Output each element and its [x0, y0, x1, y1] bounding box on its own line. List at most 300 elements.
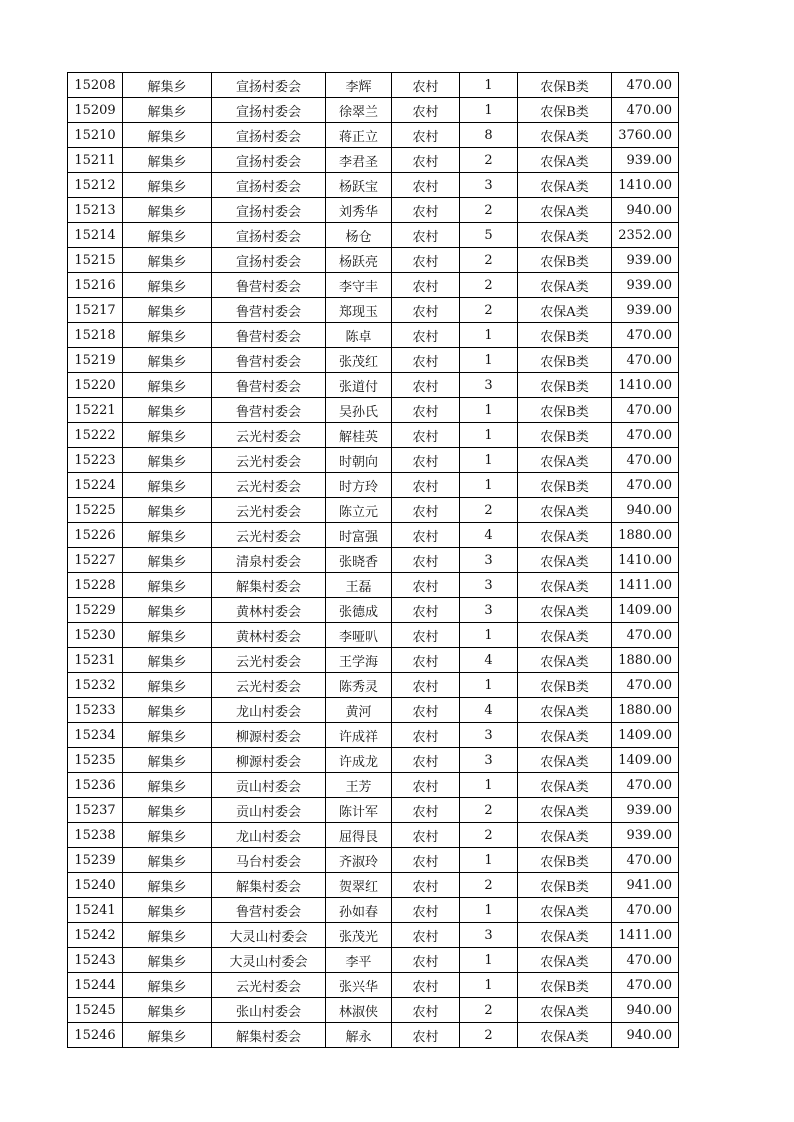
committee-cell: 云光村委会	[212, 498, 326, 523]
count-cell: 1	[460, 848, 518, 873]
name-cell: 许成祥	[326, 723, 392, 748]
area-cell: 农村	[392, 498, 460, 523]
amount-cell: 940.00	[612, 498, 679, 523]
count-cell: 2	[460, 198, 518, 223]
id-cell: 15239	[68, 848, 123, 873]
category-cell: 农保A类	[518, 823, 612, 848]
category-cell: 农保A类	[518, 1023, 612, 1048]
table-row	[68, 98, 679, 123]
count-cell: 1	[460, 323, 518, 348]
id-cell: 15227	[68, 548, 123, 573]
township-cell: 解集乡	[123, 848, 212, 873]
category-cell: 农保A类	[518, 623, 612, 648]
category-cell: 农保A类	[518, 198, 612, 223]
table-row	[68, 548, 679, 573]
amount-cell: 1409.00	[612, 748, 679, 773]
table-row	[68, 923, 679, 948]
category-cell: 农保A类	[518, 798, 612, 823]
count-cell: 2	[460, 873, 518, 898]
committee-cell: 柳源村委会	[212, 723, 326, 748]
area-cell: 农村	[392, 273, 460, 298]
count-cell: 2	[460, 248, 518, 273]
category-cell: 农保B类	[518, 73, 612, 98]
table-row	[68, 723, 679, 748]
name-cell: 杨跃亮	[326, 248, 392, 273]
name-cell: 李哑叭	[326, 623, 392, 648]
id-cell: 15225	[68, 498, 123, 523]
amount-cell: 470.00	[612, 73, 679, 98]
amount-cell: 470.00	[612, 448, 679, 473]
area-cell: 农村	[392, 473, 460, 498]
amount-cell: 1411.00	[612, 573, 679, 598]
category-cell: 农保B类	[518, 423, 612, 448]
table-row	[68, 123, 679, 148]
committee-cell: 宣扬村委会	[212, 198, 326, 223]
category-cell: 农保A类	[518, 573, 612, 598]
table-row	[68, 298, 679, 323]
name-cell: 时朝向	[326, 448, 392, 473]
id-cell: 15235	[68, 748, 123, 773]
category-cell: 农保A类	[518, 748, 612, 773]
table-row	[68, 898, 679, 923]
count-cell: 3	[460, 598, 518, 623]
table-row	[68, 973, 679, 998]
amount-cell: 1409.00	[612, 598, 679, 623]
id-cell: 15237	[68, 798, 123, 823]
township-cell: 解集乡	[123, 473, 212, 498]
category-cell: 农保B类	[518, 673, 612, 698]
records-table	[67, 72, 679, 1048]
township-cell: 解集乡	[123, 998, 212, 1023]
amount-cell: 1409.00	[612, 723, 679, 748]
township-cell: 解集乡	[123, 898, 212, 923]
area-cell: 农村	[392, 798, 460, 823]
area-cell: 农村	[392, 123, 460, 148]
name-cell: 张晓香	[326, 548, 392, 573]
amount-cell: 939.00	[612, 248, 679, 273]
amount-cell: 939.00	[612, 273, 679, 298]
table-row	[68, 998, 679, 1023]
category-cell: 农保B类	[518, 973, 612, 998]
committee-cell: 宣扬村委会	[212, 73, 326, 98]
table-row	[68, 523, 679, 548]
category-cell: 农保B类	[518, 473, 612, 498]
amount-cell: 470.00	[612, 348, 679, 373]
township-cell: 解集乡	[123, 448, 212, 473]
amount-cell: 1880.00	[612, 523, 679, 548]
amount-cell: 940.00	[612, 998, 679, 1023]
category-cell: 农保A类	[518, 523, 612, 548]
area-cell: 农村	[392, 348, 460, 373]
amount-cell: 3760.00	[612, 123, 679, 148]
committee-cell: 贡山村委会	[212, 773, 326, 798]
count-cell: 1	[460, 773, 518, 798]
committee-cell: 云光村委会	[212, 648, 326, 673]
count-cell: 1	[460, 423, 518, 448]
committee-cell: 黄林村委会	[212, 598, 326, 623]
id-cell: 15219	[68, 348, 123, 373]
area-cell: 农村	[392, 373, 460, 398]
area-cell: 农村	[392, 98, 460, 123]
area-cell: 农村	[392, 598, 460, 623]
amount-cell: 470.00	[612, 673, 679, 698]
area-cell: 农村	[392, 423, 460, 448]
committee-cell: 鲁营村委会	[212, 348, 326, 373]
name-cell: 李平	[326, 948, 392, 973]
amount-cell: 1880.00	[612, 698, 679, 723]
committee-cell: 清泉村委会	[212, 548, 326, 573]
township-cell: 解集乡	[123, 798, 212, 823]
id-cell: 15215	[68, 248, 123, 273]
committee-cell: 云光村委会	[212, 973, 326, 998]
table-row	[68, 823, 679, 848]
name-cell: 张德成	[326, 598, 392, 623]
township-cell: 解集乡	[123, 223, 212, 248]
name-cell: 张兴华	[326, 973, 392, 998]
committee-cell: 宣扬村委会	[212, 248, 326, 273]
area-cell: 农村	[392, 1023, 460, 1048]
amount-cell: 940.00	[612, 1023, 679, 1048]
name-cell: 陈秀灵	[326, 673, 392, 698]
amount-cell: 470.00	[612, 973, 679, 998]
table-row	[68, 398, 679, 423]
committee-cell: 宣扬村委会	[212, 123, 326, 148]
id-cell: 15229	[68, 598, 123, 623]
name-cell: 徐翠兰	[326, 98, 392, 123]
category-cell: 农保A类	[518, 648, 612, 673]
township-cell: 解集乡	[123, 698, 212, 723]
id-cell: 15214	[68, 223, 123, 248]
id-cell: 15210	[68, 123, 123, 148]
table-row	[68, 273, 679, 298]
committee-cell: 解集村委会	[212, 1023, 326, 1048]
count-cell: 3	[460, 748, 518, 773]
committee-cell: 贡山村委会	[212, 798, 326, 823]
count-cell: 1	[460, 398, 518, 423]
area-cell: 农村	[392, 773, 460, 798]
amount-cell: 470.00	[612, 773, 679, 798]
id-cell: 15223	[68, 448, 123, 473]
township-cell: 解集乡	[123, 948, 212, 973]
area-cell: 农村	[392, 873, 460, 898]
id-cell: 15244	[68, 973, 123, 998]
name-cell: 李守丰	[326, 273, 392, 298]
name-cell: 刘秀华	[326, 198, 392, 223]
table-row	[68, 423, 679, 448]
committee-cell: 宣扬村委会	[212, 223, 326, 248]
amount-cell: 1410.00	[612, 373, 679, 398]
area-cell: 农村	[392, 823, 460, 848]
township-cell: 解集乡	[123, 148, 212, 173]
committee-cell: 大灵山村委会	[212, 948, 326, 973]
category-cell: 农保A类	[518, 723, 612, 748]
id-cell: 15238	[68, 823, 123, 848]
id-cell: 15222	[68, 423, 123, 448]
township-cell: 解集乡	[123, 173, 212, 198]
township-cell: 解集乡	[123, 123, 212, 148]
committee-cell: 云光村委会	[212, 473, 326, 498]
category-cell: 农保A类	[518, 148, 612, 173]
amount-cell: 939.00	[612, 298, 679, 323]
township-cell: 解集乡	[123, 673, 212, 698]
amount-cell: 470.00	[612, 848, 679, 873]
name-cell: 解桂英	[326, 423, 392, 448]
township-cell: 解集乡	[123, 373, 212, 398]
count-cell: 2	[460, 998, 518, 1023]
amount-cell: 2352.00	[612, 223, 679, 248]
amount-cell: 939.00	[612, 148, 679, 173]
category-cell: 农保B类	[518, 348, 612, 373]
name-cell: 王芳	[326, 773, 392, 798]
count-cell: 2	[460, 498, 518, 523]
id-cell: 15228	[68, 573, 123, 598]
id-cell: 15241	[68, 898, 123, 923]
amount-cell: 470.00	[612, 623, 679, 648]
count-cell: 2	[460, 298, 518, 323]
area-cell: 农村	[392, 723, 460, 748]
committee-cell: 云光村委会	[212, 673, 326, 698]
committee-cell: 鲁营村委会	[212, 298, 326, 323]
count-cell: 3	[460, 373, 518, 398]
table-row	[68, 748, 679, 773]
category-cell: 农保A类	[518, 123, 612, 148]
committee-cell: 解集村委会	[212, 873, 326, 898]
id-cell: 15220	[68, 373, 123, 398]
committee-cell: 鲁营村委会	[212, 898, 326, 923]
committee-cell: 鲁营村委会	[212, 273, 326, 298]
count-cell: 2	[460, 823, 518, 848]
area-cell: 农村	[392, 173, 460, 198]
amount-cell: 470.00	[612, 948, 679, 973]
category-cell: 农保A类	[518, 698, 612, 723]
category-cell: 农保A类	[518, 173, 612, 198]
committee-cell: 宣扬村委会	[212, 148, 326, 173]
name-cell: 黄河	[326, 698, 392, 723]
table-row	[68, 223, 679, 248]
township-cell: 解集乡	[123, 98, 212, 123]
category-cell: 农保B类	[518, 873, 612, 898]
township-cell: 解集乡	[123, 548, 212, 573]
category-cell: 农保A类	[518, 448, 612, 473]
amount-cell: 939.00	[612, 798, 679, 823]
name-cell: 吴孙氏	[326, 398, 392, 423]
name-cell: 郑现玉	[326, 298, 392, 323]
township-cell: 解集乡	[123, 348, 212, 373]
table-row	[68, 373, 679, 398]
category-cell: 农保A类	[518, 948, 612, 973]
count-cell: 1	[460, 673, 518, 698]
records-body	[68, 73, 679, 1048]
count-cell: 8	[460, 123, 518, 148]
township-cell: 解集乡	[123, 498, 212, 523]
area-cell: 农村	[392, 648, 460, 673]
township-cell: 解集乡	[123, 248, 212, 273]
id-cell: 15208	[68, 73, 123, 98]
township-cell: 解集乡	[123, 773, 212, 798]
id-cell: 15245	[68, 998, 123, 1023]
name-cell: 孙如春	[326, 898, 392, 923]
area-cell: 农村	[392, 548, 460, 573]
count-cell: 3	[460, 573, 518, 598]
area-cell: 农村	[392, 398, 460, 423]
count-cell: 5	[460, 223, 518, 248]
amount-cell: 1410.00	[612, 548, 679, 573]
count-cell: 3	[460, 923, 518, 948]
name-cell: 王学海	[326, 648, 392, 673]
count-cell: 1	[460, 623, 518, 648]
count-cell: 2	[460, 148, 518, 173]
count-cell: 3	[460, 723, 518, 748]
committee-cell: 大灵山村委会	[212, 923, 326, 948]
name-cell: 时富强	[326, 523, 392, 548]
category-cell: 农保B类	[518, 248, 612, 273]
township-cell: 解集乡	[123, 423, 212, 448]
area-cell: 农村	[392, 448, 460, 473]
table-row	[68, 348, 679, 373]
category-cell: 农保A类	[518, 498, 612, 523]
committee-cell: 云光村委会	[212, 423, 326, 448]
amount-cell: 470.00	[612, 398, 679, 423]
id-cell: 15242	[68, 923, 123, 948]
id-cell: 15233	[68, 698, 123, 723]
count-cell: 2	[460, 273, 518, 298]
id-cell: 15212	[68, 173, 123, 198]
township-cell: 解集乡	[123, 323, 212, 348]
committee-cell: 龙山村委会	[212, 823, 326, 848]
amount-cell: 470.00	[612, 898, 679, 923]
category-cell: 农保A类	[518, 298, 612, 323]
township-cell: 解集乡	[123, 573, 212, 598]
name-cell: 蒋正立	[326, 123, 392, 148]
id-cell: 15216	[68, 273, 123, 298]
committee-cell: 宣扬村委会	[212, 98, 326, 123]
id-cell: 15240	[68, 873, 123, 898]
area-cell: 农村	[392, 73, 460, 98]
committee-cell: 云光村委会	[212, 523, 326, 548]
committee-cell: 马台村委会	[212, 848, 326, 873]
category-cell: 农保B类	[518, 398, 612, 423]
count-cell: 1	[460, 73, 518, 98]
id-cell: 15217	[68, 298, 123, 323]
count-cell: 1	[460, 448, 518, 473]
name-cell: 齐淑玲	[326, 848, 392, 873]
category-cell: 农保B类	[518, 373, 612, 398]
table-row	[68, 198, 679, 223]
name-cell: 杨仓	[326, 223, 392, 248]
area-cell: 农村	[392, 698, 460, 723]
count-cell: 1	[460, 98, 518, 123]
committee-cell: 宣扬村委会	[212, 173, 326, 198]
table-row	[68, 473, 679, 498]
area-cell: 农村	[392, 323, 460, 348]
amount-cell: 940.00	[612, 198, 679, 223]
id-cell: 15221	[68, 398, 123, 423]
name-cell: 王磊	[326, 573, 392, 598]
count-cell: 4	[460, 648, 518, 673]
committee-cell: 鲁营村委会	[212, 398, 326, 423]
committee-cell: 鲁营村委会	[212, 373, 326, 398]
township-cell: 解集乡	[123, 923, 212, 948]
township-cell: 解集乡	[123, 623, 212, 648]
id-cell: 15226	[68, 523, 123, 548]
township-cell: 解集乡	[123, 823, 212, 848]
category-cell: 农保A类	[518, 898, 612, 923]
count-cell: 2	[460, 1023, 518, 1048]
area-cell: 农村	[392, 523, 460, 548]
area-cell: 农村	[392, 748, 460, 773]
count-cell: 1	[460, 473, 518, 498]
id-cell: 15211	[68, 148, 123, 173]
name-cell: 张茂光	[326, 923, 392, 948]
township-cell: 解集乡	[123, 198, 212, 223]
area-cell: 农村	[392, 298, 460, 323]
table-row	[68, 648, 679, 673]
amount-cell: 470.00	[612, 423, 679, 448]
area-cell: 农村	[392, 998, 460, 1023]
category-cell: 农保A类	[518, 923, 612, 948]
table-row	[68, 698, 679, 723]
table-row	[68, 773, 679, 798]
category-cell: 农保A类	[518, 773, 612, 798]
id-cell: 15232	[68, 673, 123, 698]
township-cell: 解集乡	[123, 273, 212, 298]
township-cell: 解集乡	[123, 973, 212, 998]
id-cell: 15209	[68, 98, 123, 123]
township-cell: 解集乡	[123, 598, 212, 623]
table-row	[68, 573, 679, 598]
township-cell: 解集乡	[123, 873, 212, 898]
township-cell: 解集乡	[123, 73, 212, 98]
area-cell: 农村	[392, 923, 460, 948]
name-cell: 陈计军	[326, 798, 392, 823]
committee-cell: 黄林村委会	[212, 623, 326, 648]
table-row	[68, 873, 679, 898]
name-cell: 许成龙	[326, 748, 392, 773]
name-cell: 屈得艮	[326, 823, 392, 848]
area-cell: 农村	[392, 948, 460, 973]
committee-cell: 柳源村委会	[212, 748, 326, 773]
area-cell: 农村	[392, 848, 460, 873]
township-cell: 解集乡	[123, 648, 212, 673]
area-cell: 农村	[392, 573, 460, 598]
table-row	[68, 673, 679, 698]
table-row	[68, 848, 679, 873]
name-cell: 解永	[326, 1023, 392, 1048]
table-row	[68, 1023, 679, 1048]
committee-cell: 解集村委会	[212, 573, 326, 598]
category-cell: 农保A类	[518, 598, 612, 623]
table-row	[68, 948, 679, 973]
table-row	[68, 498, 679, 523]
category-cell: 农保A类	[518, 998, 612, 1023]
id-cell: 15234	[68, 723, 123, 748]
id-cell: 15218	[68, 323, 123, 348]
committee-cell: 云光村委会	[212, 448, 326, 473]
id-cell: 15231	[68, 648, 123, 673]
table-row	[68, 248, 679, 273]
count-cell: 3	[460, 548, 518, 573]
name-cell: 张道付	[326, 373, 392, 398]
name-cell: 陈立元	[326, 498, 392, 523]
count-cell: 3	[460, 173, 518, 198]
id-cell: 15230	[68, 623, 123, 648]
township-cell: 解集乡	[123, 1023, 212, 1048]
count-cell: 4	[460, 523, 518, 548]
area-cell: 农村	[392, 623, 460, 648]
amount-cell: 470.00	[612, 323, 679, 348]
area-cell: 农村	[392, 898, 460, 923]
name-cell: 李君圣	[326, 148, 392, 173]
